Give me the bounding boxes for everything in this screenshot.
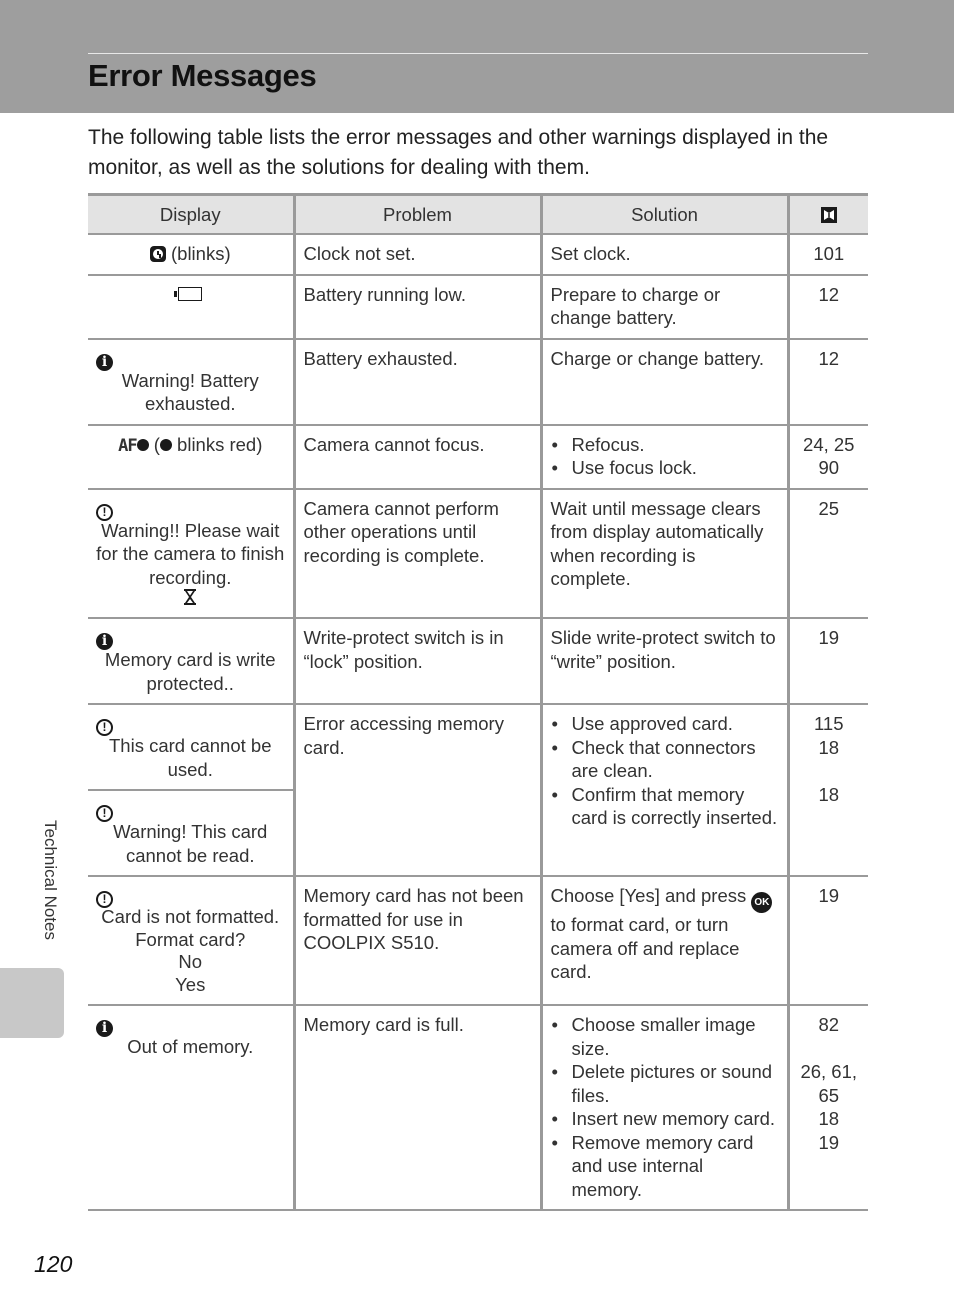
page-number: 120 <box>34 1251 73 1277</box>
problem-cell: Error accessing memory card. <box>294 704 541 876</box>
display-option-yes: Yes <box>175 973 206 995</box>
solution-cell: Set clock. <box>541 234 788 275</box>
error-messages-table <box>88 193 868 1211</box>
solution-cell: Prepare to charge or change battery. <box>541 275 788 339</box>
display-text: Warning! This card cannot be read. <box>113 821 268 866</box>
intro-paragraph: The following table lists the error messages and other warnings displayed in the monitor, as well as the solutions for dealing with them. <box>88 126 829 179</box>
page-ref <box>788 1005 868 1210</box>
af-icon: AF <box>118 435 137 456</box>
solution-cell <box>541 1005 788 1210</box>
problem-cell: Write-protect switch is in “lock” position. <box>294 618 541 704</box>
warning-icon: ! <box>96 805 113 822</box>
table-row <box>88 275 868 339</box>
table-row <box>88 489 868 619</box>
page-ref: 19 <box>788 618 868 704</box>
ok-button-icon: OK <box>751 892 772 913</box>
problem-cell: Memory card is full. <box>294 1005 541 1210</box>
solution-text: to format card, or turn camera off and replace card. <box>550 914 740 982</box>
display-option-no: No <box>178 951 203 972</box>
display-text: Out of memory. <box>127 1036 254 1057</box>
list-item: • Delete pictures or sound files. <box>551 1060 779 1107</box>
list-item: • Confirm that memory card is correctly inserted. <box>551 783 779 830</box>
problem-cell: Camera cannot focus. <box>294 425 541 489</box>
page-ref-value: 18 <box>818 783 840 805</box>
solution-cell: Wait until message clears from display automatically when recording is complete. <box>541 489 788 619</box>
page-ref <box>788 425 868 489</box>
table-row <box>88 618 868 704</box>
table-row <box>88 1005 868 1210</box>
page-ref: 12 <box>788 339 868 425</box>
page-ref-value: 18 <box>818 1108 840 1129</box>
solution-cell: Charge or change battery. <box>541 339 788 425</box>
problem-cell: Battery exhausted. <box>294 339 541 425</box>
page-ref-value: 115 <box>814 713 844 734</box>
display-text: (blinks) <box>171 243 231 264</box>
display-text: Format card? <box>135 928 246 950</box>
problem-cell: Battery running low. <box>294 275 541 339</box>
list-item: • Refocus. <box>551 433 779 457</box>
header-solution: Solution <box>541 195 788 235</box>
display-text: Memory card is write protected.. <box>104 649 276 694</box>
reference-page-icon <box>820 206 838 224</box>
table-row <box>88 876 868 1005</box>
problem-cell: Memory card has not been formatted for use in COOLPIX S510. <box>294 876 541 1005</box>
display-text: ( <box>153 433 160 455</box>
page-ref: 12 <box>788 275 868 339</box>
page-ref-value: 26, 61, 65 <box>800 1061 858 1106</box>
solution-cell <box>541 876 788 1005</box>
header-display: Display <box>88 195 294 235</box>
page-title: Error Messages <box>88 58 317 93</box>
page-ref-value: 82 <box>818 1014 840 1035</box>
list-item: • Use approved card. <box>551 712 779 736</box>
focus-indicator-icon <box>137 439 149 451</box>
info-icon: i <box>96 1020 113 1037</box>
table-row <box>88 339 868 425</box>
list-item: • Check that connectors are clean. <box>551 736 779 783</box>
section-side-label: Technical Notes <box>41 820 60 941</box>
list-item: • Remove memory card and use internal memory. <box>551 1131 779 1202</box>
display-text: blinks red) <box>177 433 263 455</box>
header-problem: Problem <box>294 195 541 235</box>
list-item: • Use focus lock. <box>551 456 779 480</box>
display-text: Card is not formatted. <box>101 906 280 927</box>
list-item: • Choose smaller image size. <box>551 1013 779 1060</box>
table-row <box>88 234 868 275</box>
list-item: • Insert new memory card. <box>551 1107 779 1131</box>
table-row <box>88 704 868 790</box>
page-ref-value: 24, 25 <box>803 433 855 455</box>
display-text: Warning! Battery exhausted. <box>121 369 259 414</box>
table-row <box>88 425 868 489</box>
solution-cell <box>541 704 788 876</box>
page-ref-value: 18 <box>818 736 840 758</box>
page-ref <box>788 704 868 876</box>
solution-cell <box>541 425 788 489</box>
solution-cell: Slide write-protect switch to “write” position. <box>541 618 788 704</box>
solution-text: Choose [Yes] and press <box>550 885 747 906</box>
header-band <box>0 0 954 113</box>
info-icon: i <box>96 354 113 371</box>
page-ref: 25 <box>788 489 868 619</box>
hourglass-icon <box>184 589 196 605</box>
table-header-row <box>88 195 868 235</box>
page-ref-value: 19 <box>818 1131 840 1153</box>
section-tab <box>0 968 64 1038</box>
page-ref: 19 <box>788 876 868 1005</box>
warning-icon: ! <box>96 891 113 908</box>
warning-icon: ! <box>96 504 113 521</box>
header-reference <box>788 195 868 235</box>
display-text: Warning!! Please wait for the camera to finish recording. <box>96 519 285 588</box>
battery-low-icon <box>178 287 202 301</box>
page-ref-value: 90 <box>818 457 840 478</box>
problem-cell: Clock not set. <box>294 234 541 275</box>
header-rule <box>88 53 868 54</box>
clock-icon <box>150 246 166 262</box>
warning-icon: ! <box>96 719 113 736</box>
display-text: This card cannot be used. <box>109 735 272 780</box>
problem-cell: Camera cannot perform other operations until recording is complete. <box>294 489 541 619</box>
page-ref: 101 <box>788 234 868 275</box>
info-icon: i <box>96 633 113 650</box>
focus-indicator-icon <box>160 439 172 451</box>
